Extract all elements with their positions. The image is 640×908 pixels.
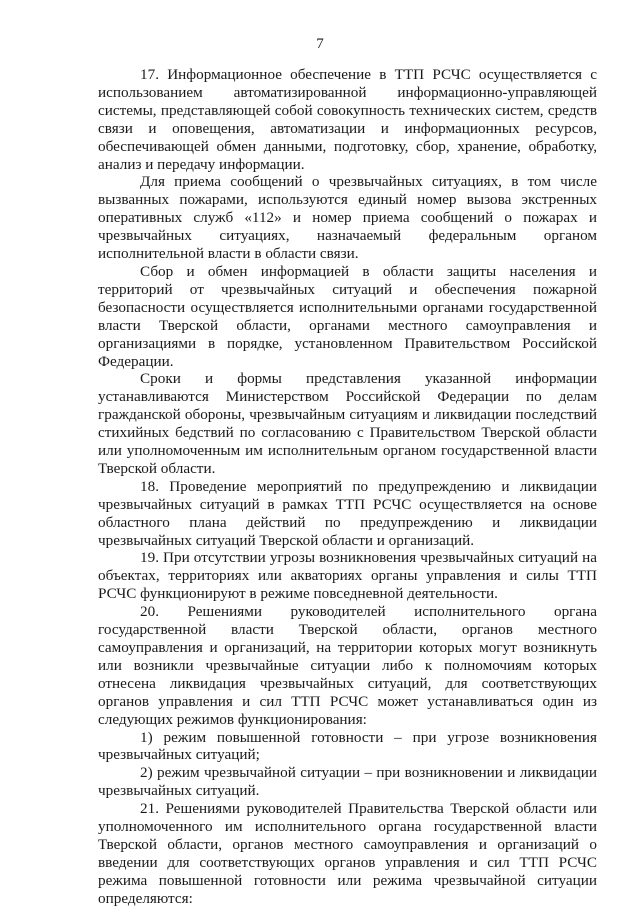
paragraph-18: 18. Проведение мероприятий по предупреждению и ликвидации чрезвычайных ситуаций в рамках ТТП РСЧС осуществляется на основе областного плана действий по предупреждению и ликвидации чрезвычайных ситуаций Тверской области и организаций. xyxy=(98,477,597,549)
page-number: 7 xyxy=(316,36,324,52)
paragraph-information-exchange: Сбор и обмен информацией в области защиты населения и территорий от чрезвычайных ситуаций и обеспечения пожарной безопасности осуществляется исполнительными органами государственной власти Тверской области, органами местного самоуправления и организациями в порядке, установленном Правительством Российской Федерации. xyxy=(98,262,597,370)
document-body xyxy=(98,66,597,908)
paragraph-20: 20. Решениями руководителей исполнительного органа государственной власти Тверской области, органов местного самоуправления и организаций, на территории которых могут возникнуть или возникли чрезвычайные ситуации либо к полномочиям которых отнесена ликвидация чрезвычайных ситуаций, для соответствующих органов управления и сил ТТП РСЧС может устанавливаться один из следующих режимов функционирования: xyxy=(98,603,597,728)
paragraph-emergency-messages: Для приема сообщений о чрезвычайных ситуациях, в том числе вызванных пожарами, используются единый номер вызова экстренных оперативных служб «112» и номер приема сообщений о пожарах и чрезвычайных ситуациях, назначаемый федеральным органом исполнительной власти в области связи. xyxy=(98,173,597,263)
paragraph-21: 21. Решениями руководителей Правительства Тверской области или уполномоченного им исполнительного органа государственной власти Тверской области, органов местного самоуправления и организаций о введении для соответствующих органов управления и сил ТТП РСЧС режима повышенной готовности или режима чрезвычайной ситуации определяются: xyxy=(98,800,597,907)
list-item-emergency-mode: 2) режим чрезвычайной ситуации – при возникновении и ликвидации чрезвычайных ситуаций. xyxy=(98,764,597,800)
list-item-high-readiness: 1) режим повышенной готовности – при угрозе возникновения чрезвычайных ситуаций; xyxy=(98,728,597,764)
paragraph-19: 19. При отсутствии угрозы возникновения чрезвычайных ситуаций на объектах, территориях или акваториях органы управления и силы ТТП РСЧС функционируют в режиме повседневной деятельности. xyxy=(98,549,597,603)
paragraph-reporting-deadlines: Сроки и формы представления указанной информации устанавливаются Министерством Российской Федерации по делам гражданской обороны, чрезвычайным ситуациям и ликвидации последствий стихийных бедствий по согласованию с Правительством Тверской области или уполномоченным им исполнительным органом государственной власти Тверской области. xyxy=(98,370,597,477)
paragraph-17: 17. Информационное обеспечение в ТТП РСЧС осуществляется с использованием автоматизированной информационно-управляющей системы, представляющей собой совокупность технических систем, средств связи и оповещения, автоматизации и информационных ресурсов, обеспечивающей обмен данными, подготовку, сбор, хранение, обработку, анализ и передачу информации. xyxy=(98,66,597,173)
